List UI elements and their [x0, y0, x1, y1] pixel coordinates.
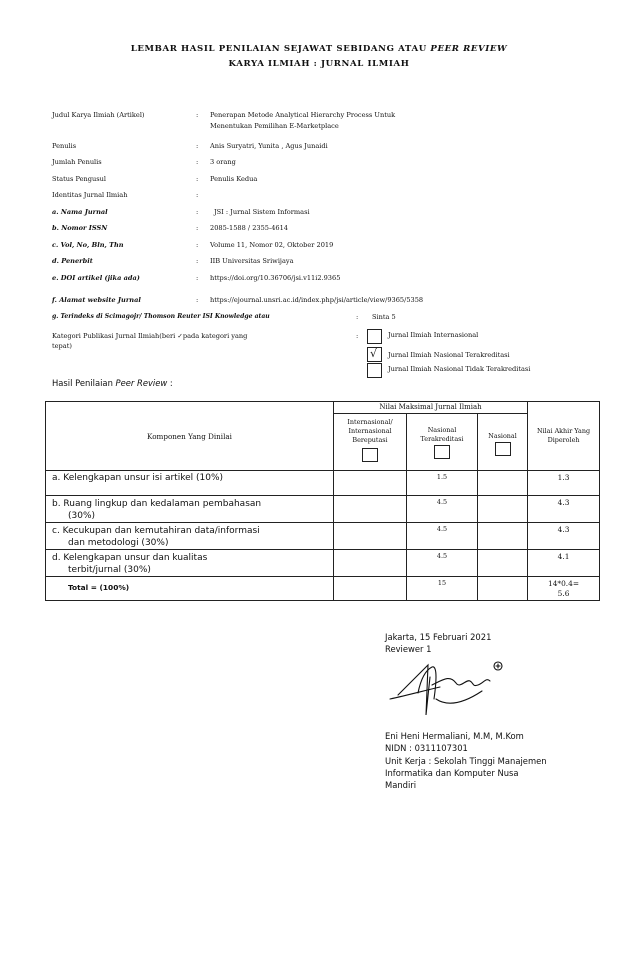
label-kategori-1: Kategori Publikasi Jurnal Ilmiah(beri ✓pada kategori yang: [52, 332, 248, 340]
table-row-total: [46, 577, 600, 601]
colon: :: [196, 191, 199, 199]
colon: :: [196, 158, 199, 166]
total-akhir: 14*0.4= 5.6: [528, 577, 600, 601]
reviewer-unit-1: Unit Kerja : Sekolah Tinggi Manajemen: [385, 756, 547, 766]
header-nasional: [478, 414, 528, 471]
label-penerbit: d. Penerbit: [52, 257, 93, 265]
header-internasional: [334, 414, 407, 471]
document-title-line1: LEMBAR HASIL PENILAIAN SEJAWAT SEBIDANG ATAU PEER REVIEW: [130, 44, 508, 54]
table-row: [46, 496, 600, 523]
colon: :: [196, 111, 199, 119]
colon: :: [196, 241, 199, 249]
row-a-max: 1.5: [407, 471, 478, 496]
row-b-max: 4.5: [407, 496, 478, 523]
value-terindeks: Sinta 5: [372, 313, 396, 321]
option-nasional-terakreditasi: Jurnal Ilmiah Nasional Terakreditasi: [388, 351, 510, 359]
value-doi: https://doi.org/10.36706/jsi.v11i2.9365: [210, 274, 341, 282]
total-label: Total = (100%): [46, 577, 334, 601]
row-b-label: b. Ruang lingkup dan kedalaman pembahasan (30%): [46, 496, 334, 523]
value-website: https://ejournal.unsri.ac.id/index.php/jsi/article/view/9365/5358: [210, 296, 424, 304]
table-row: [46, 523, 600, 550]
table-row: [46, 550, 600, 577]
header-nasional-terakreditasi-label: Nasional Terakreditasi: [420, 426, 464, 443]
header-internasional-label: Internasional/ Internasional Bereputasi: [347, 418, 393, 444]
checkbox-col-internasional[interactable]: [362, 448, 378, 462]
value-judul-2: Menentukan Pemilihan E-Marketplace: [210, 122, 339, 130]
row-b-akhir: 4.3: [528, 496, 600, 523]
value-volume: Volume 11, Nomor 02, Oktober 2019: [210, 241, 334, 249]
reviewer-unit-2: Informatika dan Komputer Nusa: [385, 768, 519, 778]
header-nasional-terakreditasi: [407, 414, 478, 471]
row-a-label: a. Kelengkapan unsur isi artikel (10%): [46, 471, 334, 496]
label-terindeks: g. Terindeks di Scimagojr/ Thomson Reuter ISI Knowledge atau: [52, 313, 270, 320]
value-penulis: Anis Suryatri, Yunita , Agus Junaidi: [210, 142, 328, 150]
colon: :: [356, 313, 359, 321]
colon: :: [196, 274, 199, 282]
row-c-label: c. Kecukupan dan kemutahiran data/informasi dan metodologi (30%): [46, 523, 334, 550]
row-d-max: 4.5: [407, 550, 478, 577]
label-volume: c. Vol, No, Bln, Thn: [52, 241, 124, 249]
colon: :: [356, 332, 359, 340]
value-jumlah-penulis: 3 orang: [210, 158, 236, 166]
header-nilai-maksimal: Nilai Maksimal Jurnal Ilmiah: [334, 402, 528, 414]
colon: :: [196, 296, 199, 304]
label-website: f. Alamat website Jurnal: [52, 296, 141, 304]
label-issn: b. Nomor ISSN: [52, 224, 108, 232]
label-penulis: Penulis: [52, 142, 77, 150]
reviewer-unit-3: Mandiri: [385, 780, 417, 790]
review-table: [45, 401, 600, 601]
row-c-max: 4.5: [407, 523, 478, 550]
row-d-akhir: 4.1: [528, 550, 600, 577]
label-kategori-2: tepat): [52, 342, 72, 350]
colon: :: [196, 257, 199, 265]
label-identitas-jurnal: Identitas Jurnal Ilmiah: [52, 191, 128, 199]
checkbox-internasional[interactable]: [367, 329, 382, 344]
value-judul-1: Penerapan Metode Analytical Hierarchy Process Untuk: [210, 111, 396, 119]
label-judul: Judul Karya Ilmiah (Artikel): [52, 111, 145, 119]
total-max: 15: [407, 577, 478, 601]
reviewer-name: Eni Heni Hermaliani, M.M, M.Kom: [385, 731, 524, 741]
option-internasional: Jurnal Ilmiah Internasional: [388, 331, 479, 339]
row-d-label: d. Kelengkapan unsur dan kualitas terbit/jurnal (30%): [46, 550, 334, 577]
label-status-pengusul: Status Pengusul: [52, 175, 106, 183]
label-doi: e. DOI artikel (jika ada): [52, 274, 140, 282]
label-nama-jurnal: a. Nama Jurnal: [52, 208, 108, 216]
value-status-pengusul: Penulis Kedua: [210, 175, 258, 183]
check-mark-icon: √: [370, 347, 378, 360]
checkbox-col-nasional-terakreditasi[interactable]: [434, 445, 450, 459]
reviewer-nidn: NIDN : 0311107301: [385, 743, 468, 753]
signature-place-date: Jakarta, 15 Februari 2021: [385, 632, 492, 642]
checkbox-nasional-terakreditasi[interactable]: [367, 347, 382, 362]
option-nasional-tidak-terakreditasi: Jurnal Ilmiah Nasional Tidak Terakreditasi: [388, 365, 531, 373]
row-a-akhir: 1.3: [528, 471, 600, 496]
checkbox-nasional-tidak-terakreditasi[interactable]: [367, 363, 382, 378]
hasil-penilaian-heading: Hasil Penilaian Peer Review :: [52, 378, 173, 388]
colon: :: [196, 175, 199, 183]
value-issn: 2085-1588 / 2355-4614: [210, 224, 288, 232]
signature-role: Reviewer 1: [385, 644, 432, 654]
table-row: [46, 471, 600, 496]
header-komponen: Komponen Yang Dinilai: [46, 402, 334, 471]
document-title-line2: KARYA ILMIAH : JURNAL ILMIAH: [228, 59, 410, 69]
header-nasional-label: Nasional: [488, 432, 517, 440]
handwritten-signature: [378, 655, 508, 723]
value-penerbit: IIB Universitas Sriwijaya: [210, 257, 294, 265]
checkbox-col-nasional[interactable]: [495, 442, 511, 456]
colon: :: [196, 224, 199, 232]
row-c-akhir: 4.3: [528, 523, 600, 550]
value-nama-jurnal: JSI : Jurnal Sistem Informasi: [214, 208, 310, 216]
header-nilai-akhir: Nilai Akhir Yang Diperoleh: [528, 402, 600, 471]
label-jumlah-penulis: Jumlah Penulis: [52, 158, 102, 166]
colon: :: [196, 142, 199, 150]
colon: :: [196, 208, 199, 216]
